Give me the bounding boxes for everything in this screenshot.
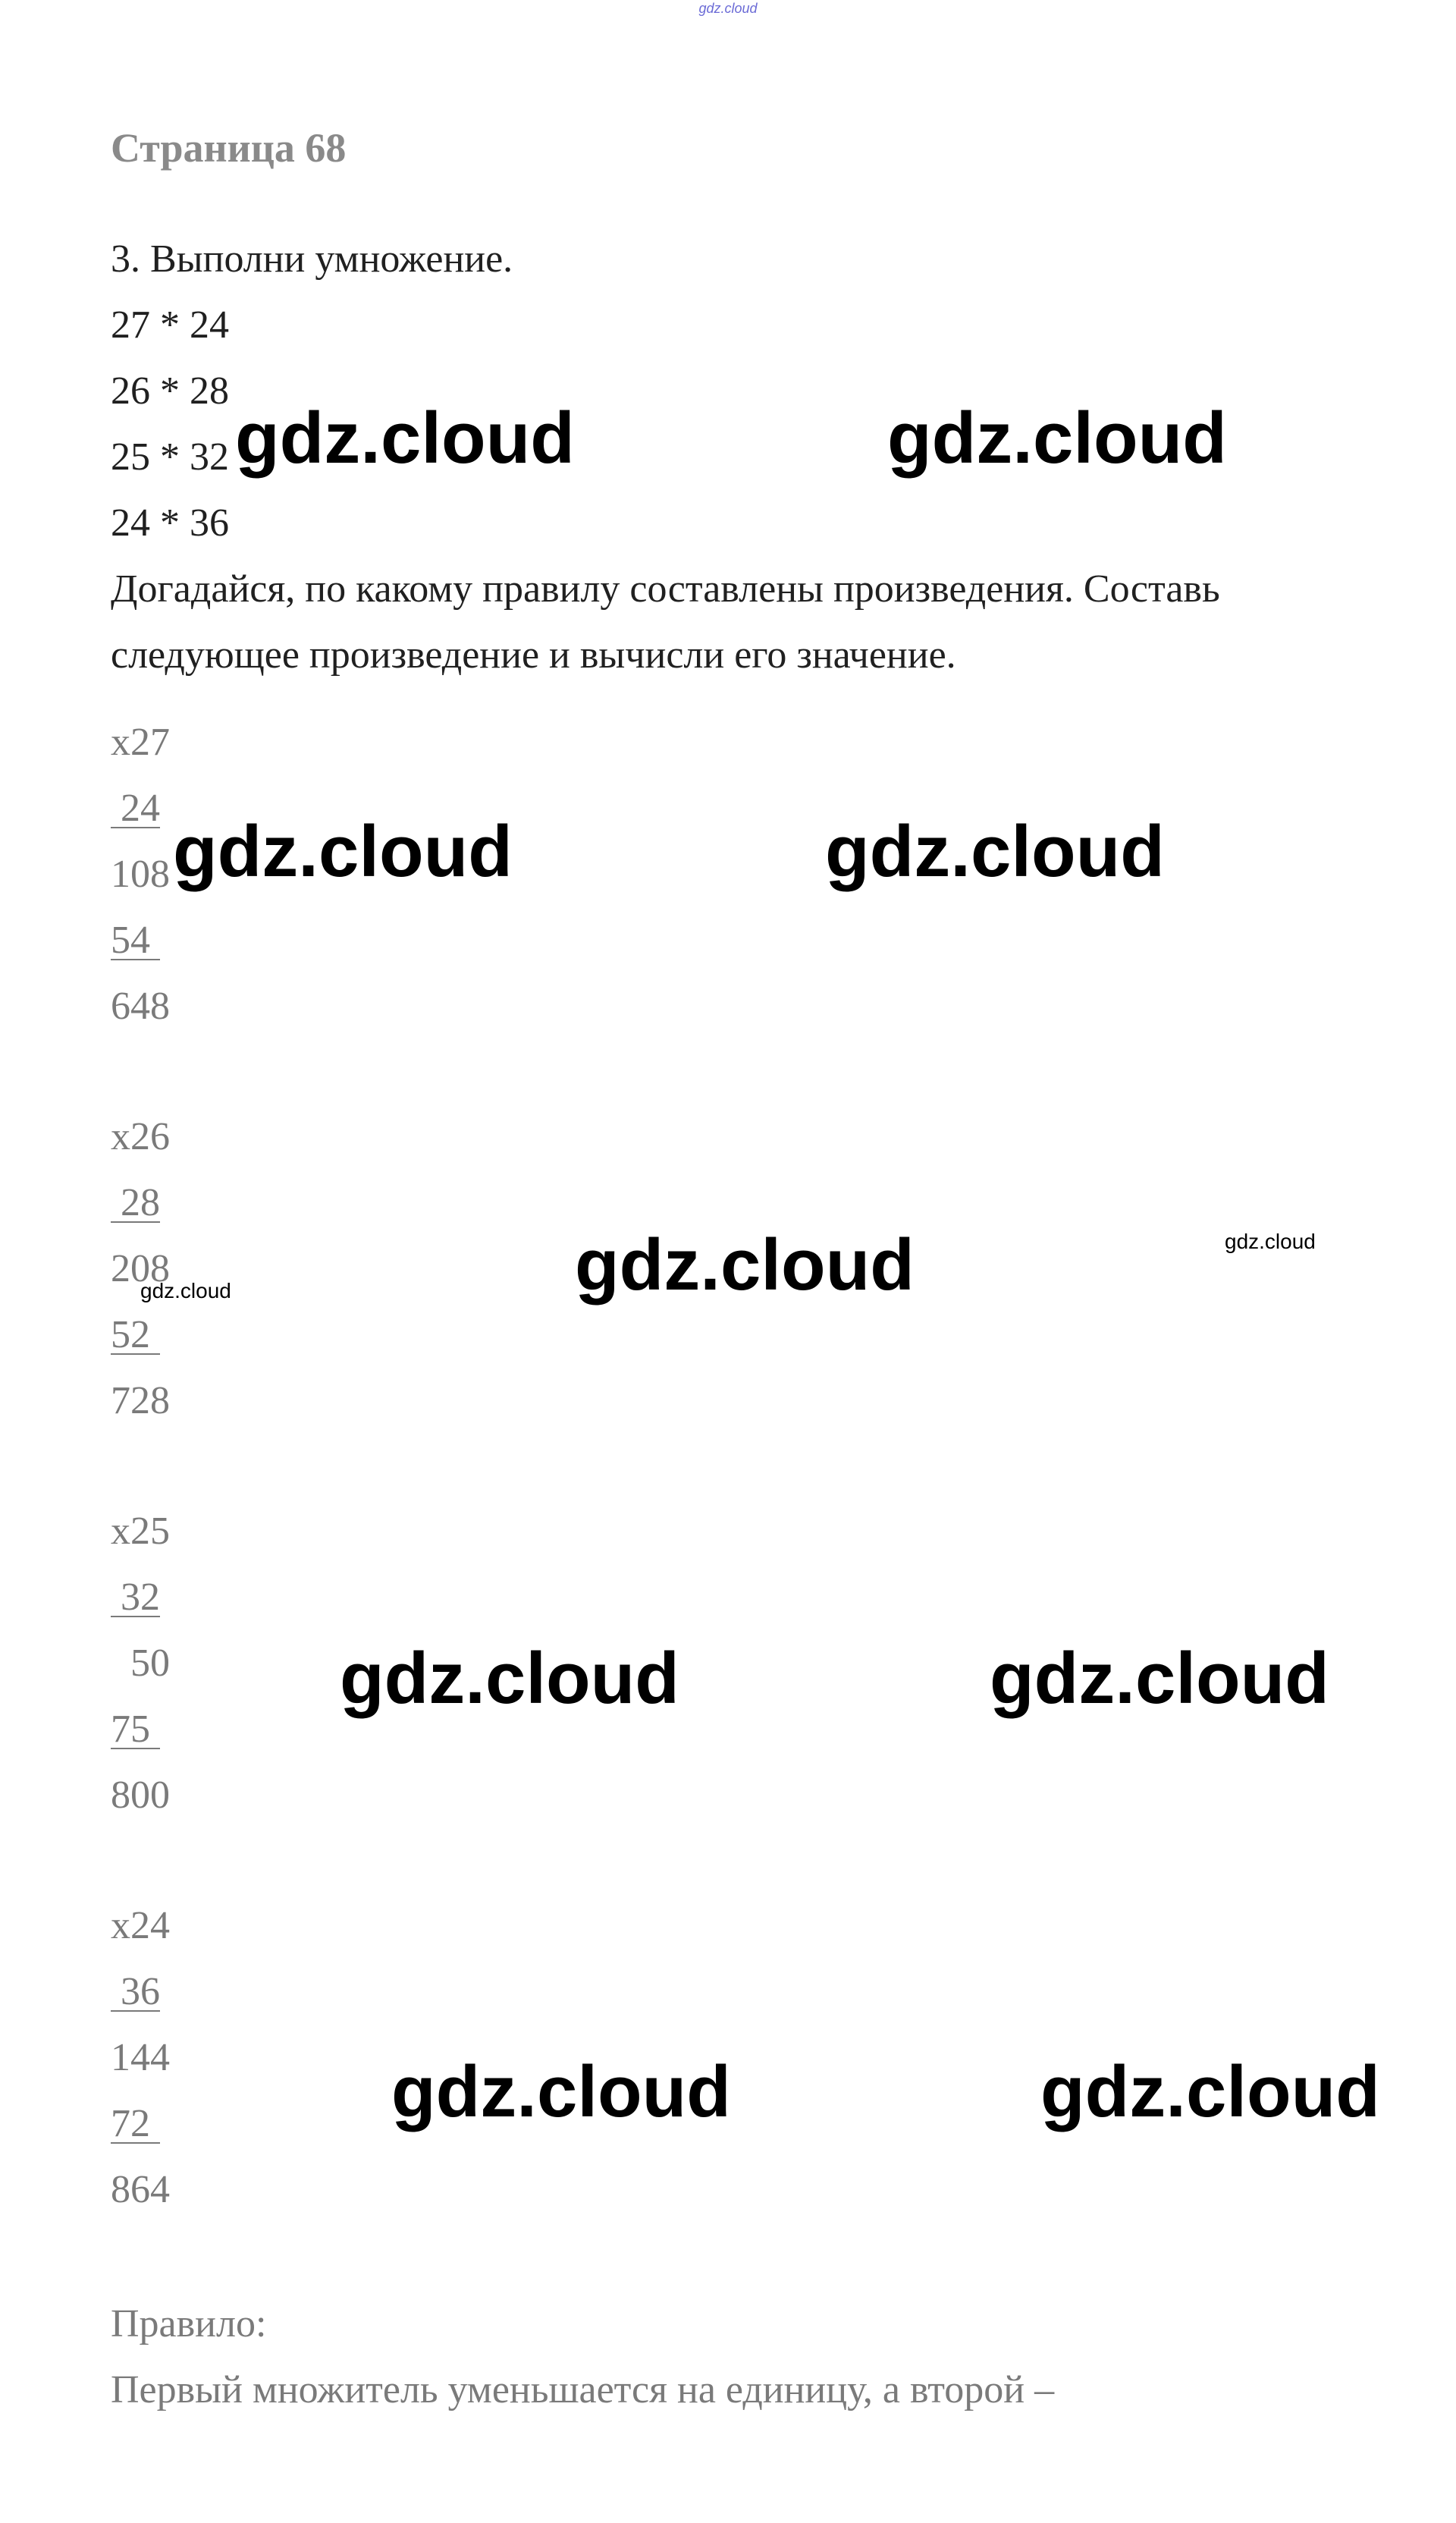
result: 864 bbox=[111, 2168, 170, 2211]
result: 800 bbox=[111, 1774, 170, 1817]
watermark: gdz.cloud bbox=[1040, 2051, 1380, 2132]
page-title: Страница 68 bbox=[111, 125, 347, 171]
product-line: 25 * 32 bbox=[111, 435, 229, 479]
watermark: gdz.cloud bbox=[825, 811, 1165, 892]
multiplicand: x24 bbox=[111, 1904, 170, 1947]
rule-text: Первый множитель уменьшается на единицу, а второй – bbox=[111, 2368, 1055, 2411]
multiplier: 36 bbox=[111, 1970, 160, 2013]
multiplier: 24 bbox=[111, 787, 160, 830]
result: 648 bbox=[111, 985, 170, 1028]
product-line: 26 * 28 bbox=[111, 369, 229, 413]
partial-product: 75 bbox=[111, 1708, 160, 1751]
multiplicand: x27 bbox=[111, 721, 170, 764]
multiplier: 28 bbox=[111, 1181, 160, 1224]
product-line: 27 * 24 bbox=[111, 303, 229, 347]
calculation-block bbox=[111, 1104, 262, 1434]
watermark: gdz.cloud bbox=[990, 1638, 1329, 1719]
multiplicand: x26 bbox=[111, 1115, 170, 1158]
watermark: gdz.cloud bbox=[1225, 1230, 1316, 1253]
result: 728 bbox=[111, 1379, 170, 1422]
task-instruction: Догадайся, по какому правилу составлены произведения. Составь следующее произведение и вычисли его значение. bbox=[111, 567, 1220, 677]
partial-product: 144 bbox=[111, 2036, 170, 2079]
partial-product: 108 bbox=[111, 853, 170, 896]
calculation-block bbox=[111, 1893, 262, 2223]
top-watermark: gdz.cloud bbox=[698, 1, 758, 16]
partial-product: 54 bbox=[111, 919, 160, 962]
watermark: gdz.cloud bbox=[340, 1638, 679, 1719]
partial-product: 50 bbox=[111, 1642, 170, 1685]
watermark: gdz.cloud bbox=[235, 397, 575, 479]
watermark: gdz.cloud bbox=[391, 2051, 731, 2132]
partial-product: 208 bbox=[111, 1247, 170, 1290]
multiplicand: x25 bbox=[111, 1510, 170, 1553]
watermark: gdz.cloud bbox=[173, 811, 513, 892]
watermark: gdz.cloud bbox=[887, 397, 1227, 479]
partial-product: 52 bbox=[111, 1313, 160, 1356]
rule-block bbox=[111, 2291, 1400, 2423]
watermark: gdz.cloud bbox=[140, 1279, 231, 1302]
watermark: gdz.cloud bbox=[575, 1224, 915, 1305]
multiplier: 32 bbox=[111, 1576, 160, 1619]
calculation-block bbox=[111, 1498, 262, 1828]
partial-product: 72 bbox=[111, 2102, 160, 2145]
rule-label: Правило: bbox=[111, 2302, 267, 2345]
product-line: 24 * 36 bbox=[111, 501, 229, 545]
task-heading: 3. Выполни умножение. bbox=[111, 237, 513, 281]
